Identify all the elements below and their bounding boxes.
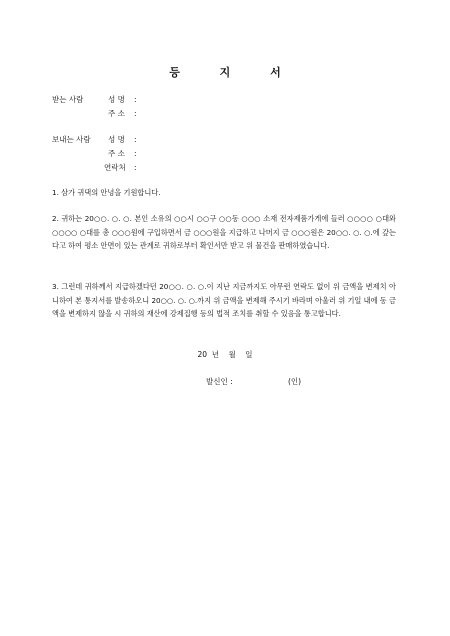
receiver-label: 받는 사람 [52, 95, 84, 104]
document-title: 등 지 서 [169, 66, 299, 79]
sender-label: 보내는 사람 [52, 135, 91, 144]
date-line: 20 년 월 일 [197, 350, 253, 359]
sender-contact-label: 연락처 [104, 163, 126, 172]
paragraph-2: 2. 귀하는 20○○. ○. ○. 본인 소유의 ○○시 ○○구 ○○동 ○○○ 소재 전자제품가게에 들러 ○○○○ ○대와 ○○○○ ○대를 총 ○○○원에 구입하면서 금 ○○○원을 지급하고 나머지 금 ○○○원은 20○○. ○. ○.에 갚는다고 하여 평소 안면이 있는 관계로 귀하로부터 확인서만 받고 위 물건을 판매하였습니다. [52, 214, 399, 250]
sender-name-colon: : [134, 135, 137, 144]
paragraph-1: 1. 삼가 귀댁의 안녕을 기원합니다. [52, 188, 161, 197]
sender-address-colon: : [134, 149, 137, 158]
signature-label: 발신인 : [206, 377, 233, 386]
signature-seal: (인) [288, 377, 302, 386]
sender-address-label: 주 소 [108, 149, 125, 158]
receiver-name-colon: : [134, 95, 137, 104]
sender-name-label: 성 명 [108, 135, 125, 144]
sender-contact-colon: : [134, 163, 137, 172]
receiver-name-label: 성 명 [108, 95, 125, 104]
receiver-address-label: 주 소 [108, 109, 125, 118]
receiver-address-colon: : [134, 109, 137, 118]
paragraph-3: 3. 그런데 귀하께서 지급하겠다던 20○○. ○. ○.이 지난 지금까지도 아무런 연락도 없이 위 금액을 변제치 아니하여 본 통지서를 발송하오니 20○○. ○. ○.까지 위 금액을 변제해 주시기 바라며 아울러 위 기일 내에 동 금액을 변제하지 않을 시 귀하의 재산에 강제집행 등의 법적 조치를 취할 수 있음을 통고합니다. [52, 282, 396, 318]
